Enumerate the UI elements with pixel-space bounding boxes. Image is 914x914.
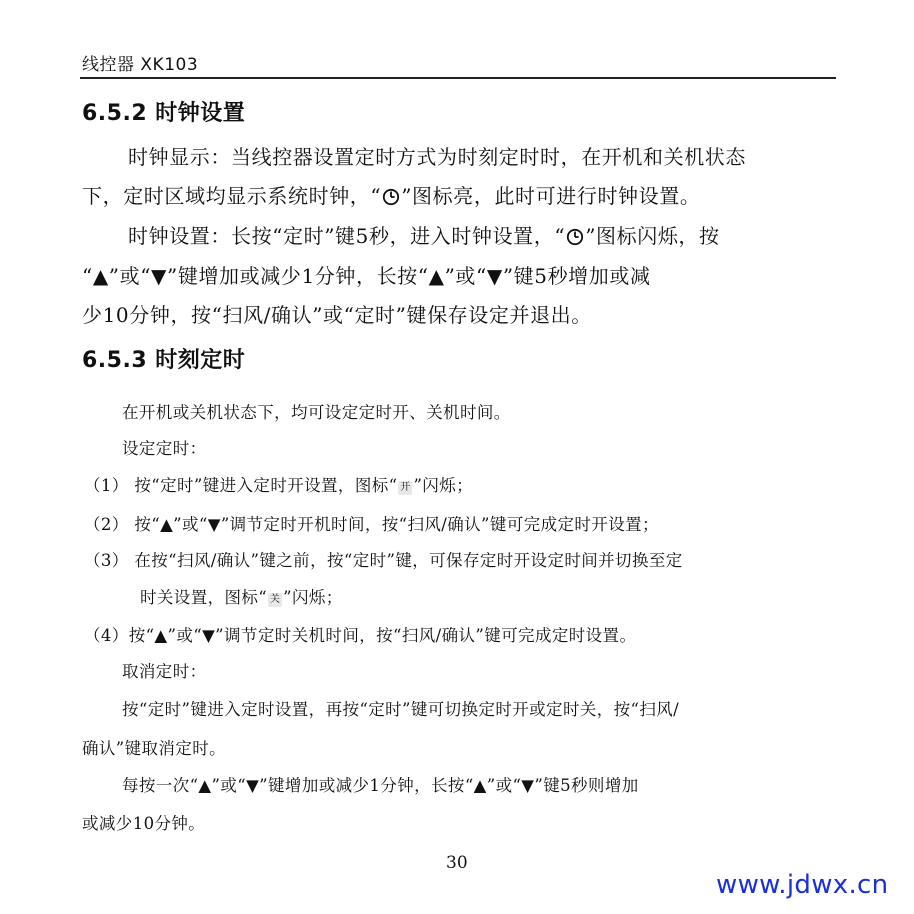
clock-icon [566, 228, 584, 246]
clock-setting-text-a: 时钟设置：长按“定时”键5秒，进入时钟设置，“ [128, 224, 566, 248]
header-divider [80, 77, 836, 79]
step-4: （4）按“▲”或“▼”调节定时关机时间，按“扫风/确认”键可完成定时设置。 [84, 626, 637, 645]
step-2: （2） 按“▲”或“▼”调节定时开机时间，按“扫风/确认”键可完成定时开设置； [84, 515, 659, 534]
step-1-text-a: （1） 按“定时”键进入定时开设置，图标“ [84, 476, 398, 495]
timer-on-icon: 开 [400, 482, 411, 493]
section-heading-6-5-2: 6.5.2 时钟设置 [82, 101, 246, 126]
step-3-text-a: 时关设置，图标“ [140, 588, 268, 607]
step-3-line-2 [140, 584, 343, 608]
cancel-timer-label: 取消定时： [122, 662, 207, 681]
clock-setting-line-1 [128, 220, 720, 249]
clock-display-text-a: 下，定时区域均显示系统时钟，“ [82, 184, 382, 208]
cancel-timer-line-1: 按“定时”键进入定时设置，再按“定时”键可切换定时开或定时关，按“扫风/ [122, 700, 680, 719]
clock-display-line-2 [82, 180, 700, 209]
clock-setting-line-3: 少10分钟，按“扫风/确认”或“定时”键保存设定并退出。 [82, 303, 592, 327]
step-1-text-b: ”闪烁； [413, 476, 473, 495]
step-1 [84, 472, 473, 496]
set-timer-label: 设定定时： [122, 439, 207, 458]
header-title: 线控器 XK103 [82, 55, 199, 75]
clock-display-text-b: ”图标亮，此时可进行时钟设置。 [401, 184, 701, 208]
timer-off-icon: 关 [269, 594, 281, 605]
clock-setting-text-b: ”图标闪烁，按 [585, 224, 720, 248]
section-heading-6-5-3: 6.5.3 时刻定时 [82, 348, 246, 373]
clock-display-line-1: 时钟显示：当线控器设置定时方式为时刻定时时，在开机和关机状态 [128, 145, 746, 169]
cancel-timer-line-2: 确认”键取消定时。 [82, 739, 227, 758]
step-3-text-b: ”闪烁； [283, 588, 343, 607]
page-number: 30 [446, 853, 468, 873]
timer-intro: 在开机或关机状态下，均可设定定时开、关机时间。 [122, 403, 511, 422]
clock-icon [382, 188, 400, 206]
watermark: www.jdwx.cn [716, 870, 889, 900]
clock-setting-line-2: “▲”或“▼”键增加或减少1分钟，长按“▲”或“▼”键5秒增加或减 [82, 264, 651, 288]
adjust-line-1: 每按一次“▲”或“▼”键增加或减少1分钟，长按“▲”或“▼”键5秒则增加 [122, 776, 639, 795]
step-3-line-1: （3） 在按“扫风/确认”键之前，按“定时”键，可保存定时开设定时间并切换至定 [84, 551, 683, 570]
adjust-line-2: 或减少10分钟。 [82, 814, 206, 833]
